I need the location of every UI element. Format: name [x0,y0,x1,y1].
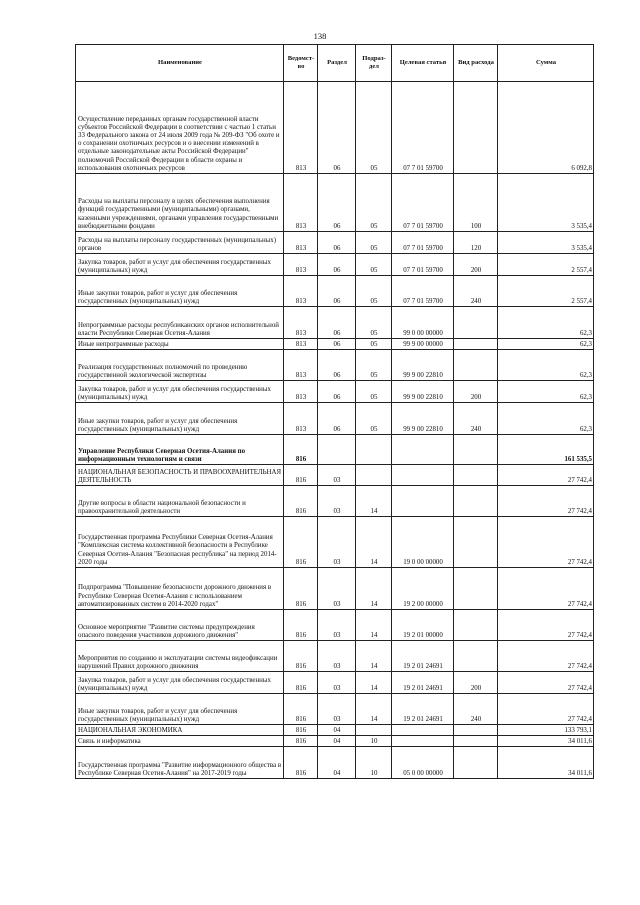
table-row [76,403,594,435]
cell-sum: 34 011,6 [498,736,594,747]
cell-name: Закупка товаров, работ и услуг для обеспечения государственных (муниципальных) нужд [76,254,284,276]
cell-name: Иные закупки товаров, работ и услуг для обеспечения государственных (муниципальных) нужд [76,403,284,435]
table-row [76,736,594,747]
cell-name: НАЦИОНАЛЬНАЯ БЕЗОПАСНОСТЬ И ПРАВООХРАНИТЕЛЬНАЯ ДЕЯТЕЛЬНОСТЬ [76,465,284,486]
cell-dept: 816 [284,568,318,610]
cell-subsection: 05 [356,232,392,254]
cell-dept: 816 [284,694,318,725]
cell-dept: 813 [284,232,318,254]
cell-subsection: 05 [356,82,392,174]
table-row [76,694,594,725]
cell-sum: 27 742,4 [498,465,594,486]
cell-dept: 816 [284,641,318,672]
cell-sum: 2 557,4 [498,254,594,276]
cell-target: 19 2 01 00000 [392,610,454,641]
header-section: Раздел [318,45,356,82]
budget-table [75,44,594,779]
cell-exp-type [454,610,498,641]
cell-sum: 2 557,4 [498,276,594,307]
cell-target: 99 9 00 22810 [392,381,454,403]
cell-sum: 27 742,4 [498,694,594,725]
cell-sum: 27 742,4 [498,610,594,641]
cell-section: 03 [318,486,356,517]
table-row [76,725,594,736]
cell-name: Реализация государственных полномочий по проведению государственной экологической экспертизы [76,350,284,381]
cell-exp-type [454,435,498,465]
cell-subsection: 05 [356,350,392,381]
cell-section: 06 [318,232,356,254]
table-row [76,435,594,465]
cell-target: 99 0 00 00000 [392,307,454,339]
cell-target: 99 9 00 22810 [392,350,454,381]
cell-exp-type: 200 [454,672,498,694]
cell-dept: 813 [284,403,318,435]
cell-section: 06 [318,254,356,276]
cell-dept: 816 [284,725,318,736]
cell-exp-type [454,350,498,381]
cell-exp-type: 100 [454,174,498,232]
cell-exp-type [454,339,498,350]
cell-dept: 813 [284,307,318,339]
cell-exp-type [454,568,498,610]
cell-dept: 816 [284,486,318,517]
cell-subsection [356,725,392,736]
cell-target: 07 7 01 59700 [392,82,454,174]
cell-exp-type [454,736,498,747]
table-body [76,82,594,779]
cell-dept: 816 [284,465,318,486]
cell-name: НАЦИОНАЛЬНАЯ ЭКОНОМИКА [76,725,284,736]
cell-exp-type [454,641,498,672]
cell-dept: 813 [284,381,318,403]
cell-sum: 27 742,4 [498,517,594,568]
cell-section: 03 [318,610,356,641]
cell-sum: 161 535,5 [498,435,594,465]
cell-sum: 62,3 [498,381,594,403]
cell-target [392,435,454,465]
cell-dept: 813 [284,339,318,350]
cell-name: Осуществление переданных органам государственной власти субъектов Российской Федерации в соответствии с частью 1 статьи 33 Федерального закона от 24 июля 2009 года № 209-ФЗ "Об охоте и о сохранении охотничьих ресурсов и о внесении изменений в отдельные законодательные акты Российской Федерации" полномочий Российской Федерации в области охраны и использования охотничьих ресурсов [76,82,284,174]
cell-target: 19 2 01 24691 [392,694,454,725]
cell-section [318,435,356,465]
cell-section: 04 [318,725,356,736]
cell-sum: 34 011,6 [498,747,594,779]
cell-subsection [356,435,392,465]
cell-exp-type [454,486,498,517]
cell-target [392,486,454,517]
cell-dept: 813 [284,254,318,276]
page-number: 138 [313,31,327,41]
cell-target: 07 7 01 59700 [392,174,454,232]
cell-section: 03 [318,517,356,568]
table-row [76,350,594,381]
cell-exp-type [454,307,498,339]
table-row [76,672,594,694]
cell-subsection: 05 [356,276,392,307]
cell-dept: 813 [284,350,318,381]
cell-section: 03 [318,465,356,486]
cell-target: 19 0 00 00000 [392,517,454,568]
cell-name: Основное мероприятие "Развитие системы предупреждения опасного поведения участников дорожного движения" [76,610,284,641]
table-row [76,276,594,307]
cell-name: Подпрограмма "Повышение безопасности дорожного движения в Республике Северная Осетия-Алания с использованием автоматизированных систем в 2014-2020 годах" [76,568,284,610]
table-row [76,486,594,517]
cell-sum: 62,3 [498,307,594,339]
cell-name: Непрограммные расходы республиканских органов исполнительной власти Республики Северная Осетия-Алания [76,307,284,339]
cell-dept: 816 [284,736,318,747]
cell-section: 06 [318,381,356,403]
cell-name: Расходы на выплаты персоналу государственных (муниципальных) органов [76,232,284,254]
table-row [76,82,594,174]
cell-sum: 3 535,4 [498,232,594,254]
cell-section: 03 [318,694,356,725]
header-name: Наименование [76,45,284,82]
cell-target: 07 7 01 59700 [392,232,454,254]
cell-dept: 816 [284,610,318,641]
cell-section: 06 [318,350,356,381]
cell-section: 03 [318,641,356,672]
header-sum: Сумма [498,45,594,82]
cell-section: 06 [318,174,356,232]
cell-subsection: 05 [356,403,392,435]
cell-exp-type [454,82,498,174]
cell-subsection: 14 [356,517,392,568]
table-row [76,465,594,486]
cell-dept: 813 [284,276,318,307]
cell-section: 04 [318,747,356,779]
table-row [76,174,594,232]
table-row [76,517,594,568]
cell-subsection: 10 [356,747,392,779]
cell-subsection: 14 [356,694,392,725]
cell-target: 07 7 01 59700 [392,254,454,276]
cell-exp-type: 240 [454,403,498,435]
cell-section: 04 [318,736,356,747]
cell-target: 07 7 01 59700 [392,276,454,307]
cell-target: 19 2 01 24691 [392,672,454,694]
cell-name: Расходы на выплаты персоналу в целях обеспечения выполнения функций государственными (муниципальными) органами, казенными учреждениями, органами управления государственными внебюджетными фондами [76,174,284,232]
cell-name: Закупка товаров, работ и услуг для обеспечения государственных (муниципальных) нужд [76,381,284,403]
cell-sum: 27 742,4 [498,486,594,517]
cell-subsection: 10 [356,736,392,747]
cell-dept: 813 [284,174,318,232]
cell-sum: 62,3 [498,403,594,435]
header-exp-type: Вид расхода [454,45,498,82]
cell-exp-type: 200 [454,254,498,276]
table-row [76,568,594,610]
cell-name: Иные закупки товаров, работ и услуг для обеспечения государственных (муниципальных) нужд [76,276,284,307]
cell-name: Закупка товаров, работ и услуг для обеспечения государственных (муниципальных) нужд [76,672,284,694]
header-dept: Ведомст-во [284,45,318,82]
cell-section: 06 [318,276,356,307]
cell-dept: 816 [284,747,318,779]
cell-name: Связь и информатика [76,736,284,747]
cell-target [392,465,454,486]
table-header [76,45,594,82]
cell-sum: 62,3 [498,339,594,350]
cell-section: 03 [318,568,356,610]
table-row [76,254,594,276]
header-target: Целевая статья [392,45,454,82]
cell-subsection: 05 [356,174,392,232]
cell-subsection: 14 [356,486,392,517]
cell-name: Иные закупки товаров, работ и услуг для обеспечения государственных (муниципальных) нужд [76,694,284,725]
cell-exp-type: 200 [454,381,498,403]
cell-section: 06 [318,403,356,435]
cell-sum: 6 092,8 [498,82,594,174]
table-row [76,641,594,672]
cell-exp-type: 240 [454,276,498,307]
cell-subsection: 05 [356,339,392,350]
cell-name: Управление Республики Северная Осетия-Алания по информационным технологиям и связи [76,435,284,465]
cell-exp-type [454,747,498,779]
cell-sum: 133 793,1 [498,725,594,736]
cell-exp-type: 120 [454,232,498,254]
cell-target: 19 2 00 00000 [392,568,454,610]
table-row [76,307,594,339]
cell-target: 99 9 00 22810 [392,403,454,435]
cell-subsection: 14 [356,641,392,672]
table-row [76,747,594,779]
cell-section: 06 [318,339,356,350]
cell-exp-type [454,725,498,736]
header-subsection: Подраз-дел [356,45,392,82]
table-row [76,610,594,641]
cell-name: Другие вопросы в области национальной безопасности и правоохранительной деятельности [76,486,284,517]
cell-section: 03 [318,672,356,694]
cell-sum: 3 535,4 [498,174,594,232]
cell-sum: 27 742,4 [498,641,594,672]
cell-section: 06 [318,307,356,339]
table-row [76,339,594,350]
cell-target [392,736,454,747]
cell-target: 05 0 00 00000 [392,747,454,779]
cell-subsection [356,465,392,486]
cell-dept: 816 [284,672,318,694]
cell-dept: 816 [284,435,318,465]
cell-sum: 27 742,4 [498,672,594,694]
cell-exp-type: 240 [454,694,498,725]
cell-exp-type [454,517,498,568]
cell-subsection: 14 [356,610,392,641]
cell-sum: 62,3 [498,350,594,381]
cell-name: Государственная программа "Развитие информационного общества в Республике Северная Осетия-Алания" на 2017-2019 годы [76,747,284,779]
cell-dept: 816 [284,517,318,568]
cell-subsection: 14 [356,568,392,610]
cell-sum: 27 742,4 [498,568,594,610]
table-row [76,381,594,403]
cell-name: Иные непрограммные расходы [76,339,284,350]
cell-subsection: 05 [356,307,392,339]
cell-dept: 813 [284,82,318,174]
cell-name: Мероприятия по созданию и эксплуатации системы видеофиксации нарушений Правил дорожного движения [76,641,284,672]
cell-subsection: 05 [356,381,392,403]
table-row [76,232,594,254]
cell-section: 06 [318,82,356,174]
cell-target: 99 9 00 00000 [392,339,454,350]
cell-subsection: 05 [356,254,392,276]
cell-target: 19 2 01 24691 [392,641,454,672]
cell-exp-type [454,465,498,486]
cell-subsection: 14 [356,672,392,694]
cell-target [392,725,454,736]
cell-name: Государственная программа Республики Северная Осетия-Алания "Комплексная система коллективной безопасности в Республике Северная Осетия-Алания "Безопасная республика" на период 2014-2020 годы [76,517,284,568]
